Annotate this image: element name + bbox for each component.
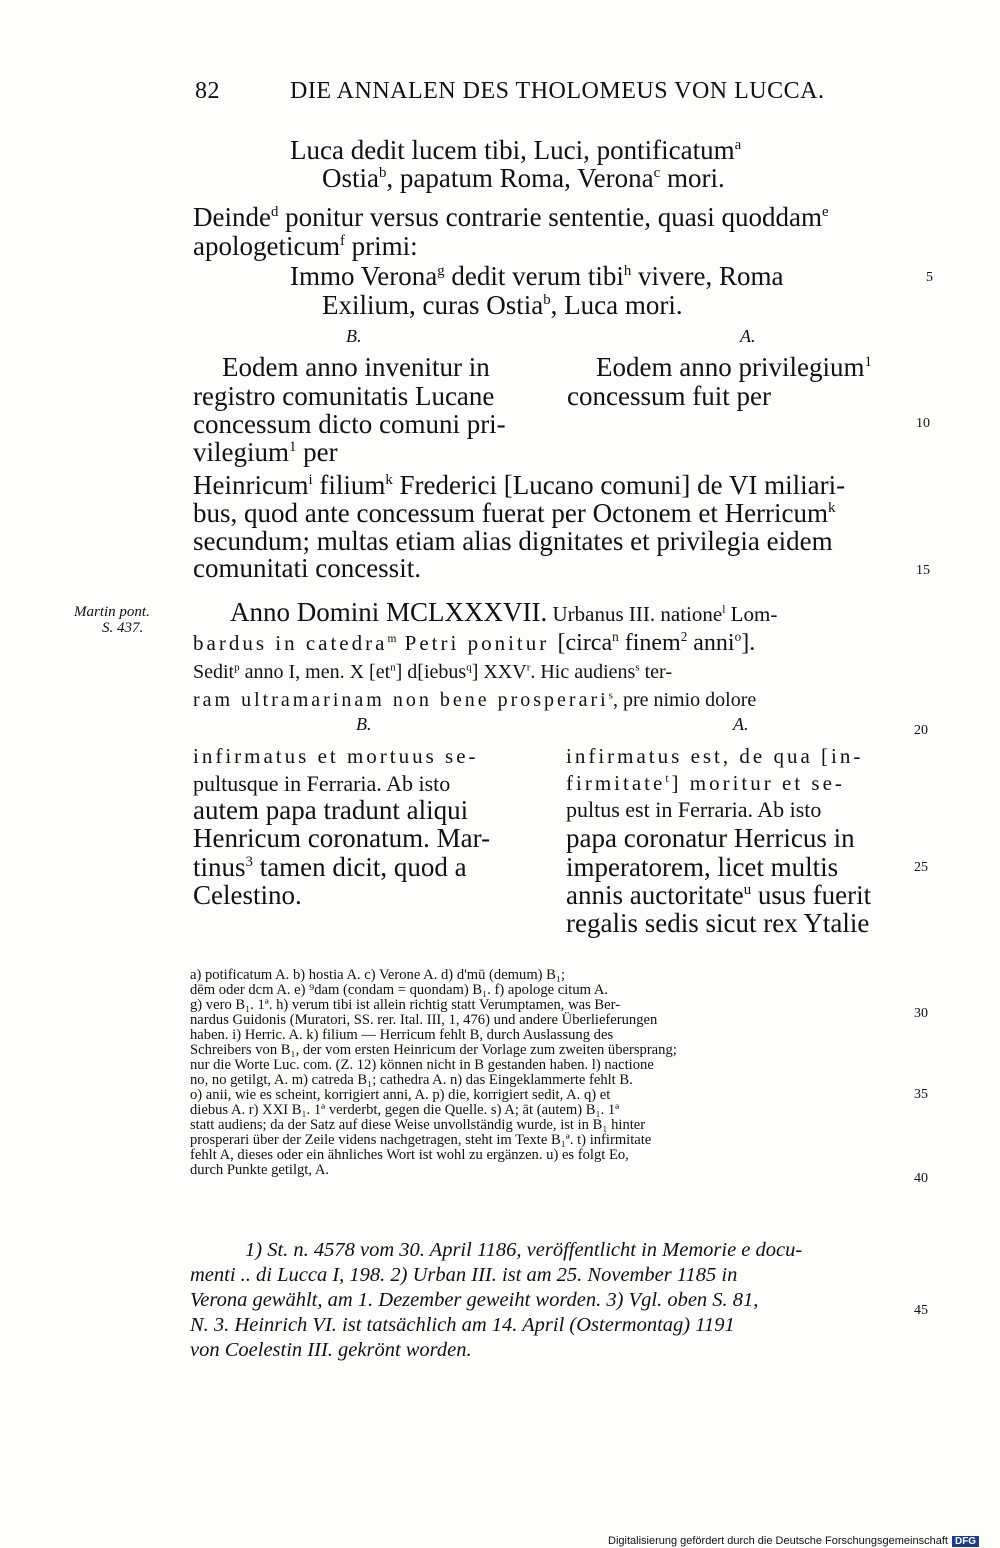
s1-joined-line: bus, quod ante concessum fuerat per Octonem et Herricum$^k$ <box>193 498 836 528</box>
digitization-credit: Digitalisierung gefördert durch die Deutsche Forschungsgemeinschaft DFG <box>608 1535 979 1547</box>
page-number: 82 <box>195 78 220 104</box>
s2-cola-line: regalis sedis sicut rex Ytalie <box>566 908 870 938</box>
s2-cola-line: firmitate$^t$] moritur et se- <box>566 771 845 795</box>
s2-colb-line: Celestino. <box>193 880 302 910</box>
anno-line3: Sedit$^p$ anno I, men. X $[et^n]$ d[iebus$^q$] XXV$^r$. Hic audiens$^s$ ter- <box>193 661 672 683</box>
s2-cola-line: imperatorem, licet multis <box>566 852 839 882</box>
apparatus-line: durch Punkte getilgt, A. <box>190 1162 330 1178</box>
anno-line2: bardus in catedra$^m$ Petri ponitur [circa$^n$ finem$^2$ anni$^o$]. <box>193 629 756 656</box>
verse1-line1: Luca dedit lucem tibi, Luci, pontificatum$^a$ <box>290 135 742 165</box>
s2-colb-line: infirmatus et mortuus se- <box>193 744 479 768</box>
apparatus-line: fehlt A, dieses oder ein ähnliches Wort ist wohl zu ergänzen. u) es folgt Eo, <box>190 1147 629 1163</box>
running-title: DIE ANNALEN DES THOLOMEUS VON LUCCA. <box>290 78 825 104</box>
note-line: menti .. di Lucca I, 198. 2) Urban III. ist am 25. November 1185 in <box>190 1264 738 1286</box>
margin-note: Martin pont. S. 437. <box>74 604 150 636</box>
s2-colb-line: tinus$^3$ tamen dicit, quod a <box>193 852 467 882</box>
anno-line1: Anno Domini MCLXXXVII. Urbanus III. natione$^l$ Lom- <box>230 597 778 627</box>
apparatus-line: Schreibers von B₁, der vom ersten Heinricum der Vorlage zum zweiten übersprang; <box>190 1042 677 1058</box>
line-number: 25 <box>914 860 928 875</box>
s2-cola-line: pultus est in Ferraria. Ab isto <box>566 797 822 822</box>
s2-cola-line: papa coronatur Herricus in <box>566 823 855 853</box>
s1-colb-line: Eodem anno invenitur in <box>222 352 490 382</box>
verse2-line2: Exilium, curas Ostia$^b$, Luca mori. <box>322 290 683 320</box>
dfg-logo: DFG <box>952 1536 979 1547</box>
s1-colb-line: registro comunitatis Lucane <box>193 381 495 411</box>
line-number: 5 <box>926 270 933 285</box>
note-line: von Coelestin III. gekrönt worden. <box>190 1339 472 1361</box>
apparatus-line: haben. i) Herric. A. k) filium — Herricum fehlt B, durch Auslassung des <box>190 1027 614 1043</box>
apparatus-line: dēm oder dcm A. e) ⁹dam (condam = quondam) B₁. f) apologe citum A. <box>190 982 609 998</box>
line-number: 10 <box>916 416 930 431</box>
apparatus-line: prosperari über der Zeile videns nachgetragen, steht im Texte B₁ª. t) infirmitate <box>190 1132 652 1148</box>
verse1-line2: Ostia$^b$, papatum Roma, Verona$^c$ mori. <box>322 163 725 193</box>
apparatus-line: g) vero B₁. 1ª. h) verum tibi ist allein richtig statt Verumptamen, was Ber- <box>190 997 621 1013</box>
s1-cola-line: Eodem anno privilegium$^1$ <box>596 352 872 382</box>
note-line: Verona gewählt, am 1. Dezember geweiht worden. 3) Vgl. oben S. 81, <box>190 1289 759 1311</box>
apparatus-line: no, no getilgt, A. m) catreda B₁; cathedra A. n) das Eingeklammerte fehlt B. <box>190 1072 633 1088</box>
s2-colb-line: pultusque in Ferraria. Ab isto <box>193 771 451 796</box>
apparatus-line: nardus Guidonis (Muratori, SS. rer. Ital. III, 1, 476) und andere Überlieferungen <box>190 1012 658 1028</box>
line-number: 45 <box>914 1303 928 1318</box>
line-number: 30 <box>914 1006 928 1021</box>
column-label-a: A. <box>740 326 756 346</box>
line-number: 15 <box>916 563 930 578</box>
note-line: N. 3. Heinrich VI. ist tatsächlich am 14. April (Ostermontag) 1191 <box>190 1314 735 1336</box>
verse2-line1: Immo Verona$^g$ dedit verum tibi$^h$ vivere, Roma <box>290 261 784 291</box>
apparatus-line: diebus A. r) XXI B₁. 1ª verderbt, gegen die Quelle. s) A; āt (autem) B₁. 1ª <box>190 1102 620 1118</box>
deinde-line2: apologeticum$^f$ primi: <box>193 231 418 261</box>
line-number: 40 <box>914 1171 928 1186</box>
line-number: 35 <box>914 1087 928 1102</box>
column-label-a: A. <box>733 714 749 734</box>
s1-joined-line: secundum; multas etiam alias dignitates et privilegia eidem <box>193 526 833 556</box>
column-label-b: B. <box>346 326 362 346</box>
s1-cola-line: concessum fuit per <box>567 381 771 411</box>
apparatus-line: o) anii, wie es scheint, korrigiert anni, A. p) die, korrigiert sedit, A. q) et <box>190 1087 611 1103</box>
s2-cola-line: annis auctoritate$^u$ usus fuerit <box>566 880 872 910</box>
s1-joined-line: Heinricum$^i$ filium$^k$ Frederici [Lucano comuni] de VI miliari- <box>193 470 846 500</box>
apparatus-line: statt audiens; da der Satz auf diese Weise unvollständig wurde, ist in B₁ hinter <box>190 1117 646 1133</box>
apparatus-line: a) potificatum A. b) hostia A. c) Verone A. d) d'mū (demum) B₁; <box>190 967 566 983</box>
anno-line4: ram ultramarinam non bene prosperari$^s$, pre nimio dolore <box>193 689 757 711</box>
apparatus-line: nur die Worte Luc. com. (Z. 12) können nicht in B gestanden haben. l) nactione <box>190 1057 654 1073</box>
deinde-line1: Deinde$^d$ ponitur versus contrarie sententie, quasi quoddam$^e$ <box>193 202 829 232</box>
s1-colb-line: concessum dicto comuni pri- <box>193 409 506 439</box>
s1-joined-line: comunitati concessit. <box>193 553 421 583</box>
s2-colb-line: Henricum coronatum. Mar- <box>193 823 491 853</box>
explanatory-notes <box>190 1238 905 1363</box>
s2-cola-line: infirmatus est, de qua [in- <box>566 744 864 768</box>
s1-colb-line: vilegium$^1$ per <box>193 437 338 467</box>
note-line: 1) St. n. 4578 vom 30. April 1186, veröffentlicht in Memorie e docu- <box>245 1239 803 1261</box>
critical-apparatus <box>190 968 905 1178</box>
s2-colb-line: autem papa tradunt aliqui <box>193 795 469 825</box>
column-label-b: B. <box>356 714 372 734</box>
line-number: 20 <box>914 723 928 738</box>
